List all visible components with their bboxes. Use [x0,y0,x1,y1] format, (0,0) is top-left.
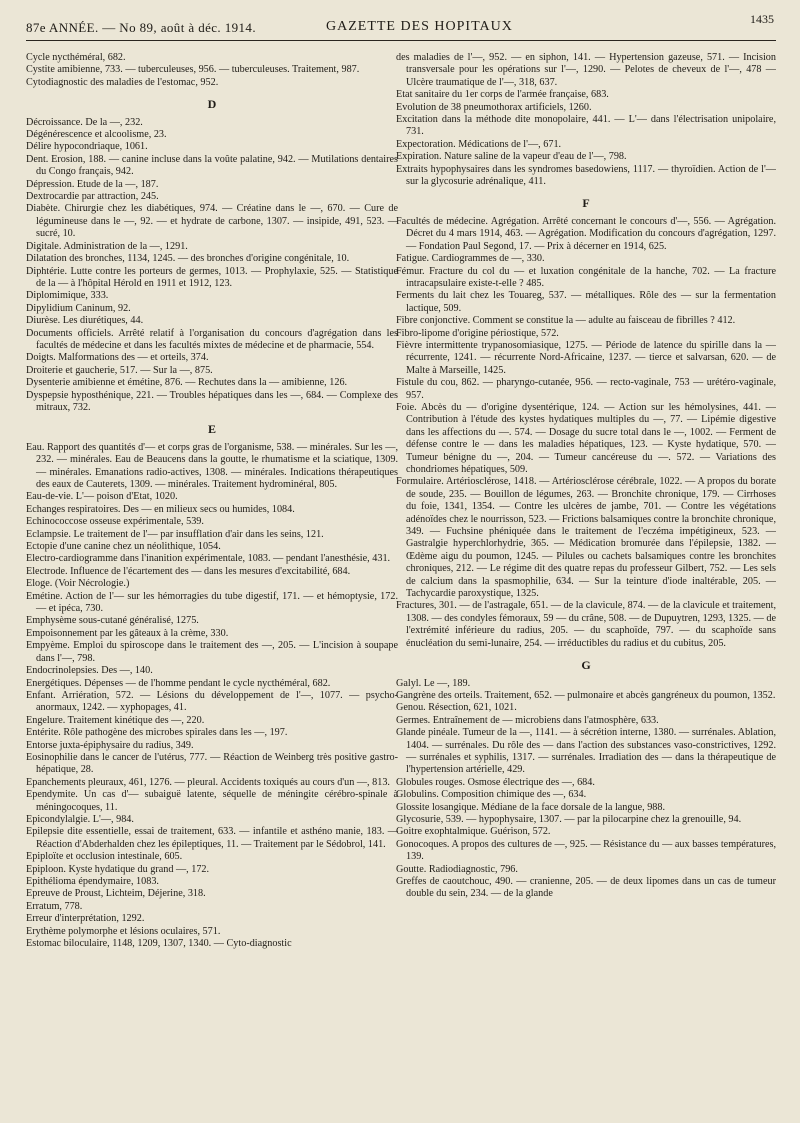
index-entry: Glande pinéale. Tumeur de la —, 1141. — à sécrétion interne, 1380. — surrénales. Ablation, 1404. — surrénales. Du rôle des — dans l'action des substances vaso-constrictives, 1292. — surrénales et syphilis, 1317. — surrénales. Irradiation des — dans la thérapeutique de l'hypertension artérielle, 429. [396,727,776,776]
index-entry: Galyl. Le —, 189. [396,677,471,689]
index-entry: Dyspepsie hyposthénique, 221. — Troubles hépatiques dans les —, 684. — Complexe des mitraux, 732. [26,389,398,413]
index-entry: Genou. Résection, 621, 1021. [396,702,517,714]
section-heading-f: F [582,196,590,211]
index-entry: Dégénérescence et alcoolisme, 23. [26,129,167,141]
index-entry: Echinococcose osseuse expérimentale, 539. [26,516,204,528]
index-entry: Globulins. Composition chimique des —, 634. [396,789,587,801]
index-entry: Ferments du lait chez les Touareg, 537. — métalliques. Rôle des — sur la fermentation lactique, 509. [396,290,776,314]
index-entry: Dilatation des bronches, 1134, 1245. — des bronches d'origine congénitale, 10. [26,253,350,265]
index-entry: Greffes de caoutchouc, 490. — cranienne, 205. — de deux lipomes dans un cas de tumeur double du sein, 234. — de la glande [396,876,776,900]
index-entry: Diphtérie. Lutte contre les porteurs de germes, 1013. — Prophylaxie, 525. — Statistique de la — à l'hôpital Hérold en 1911 et 1912, 123. [26,265,398,289]
entries-e [26,442,398,951]
index-entry: Eosinophilie dans le cancer de l'utérus, 777. — Réaction de Weinberg très positive gastro-hépatique, 28. [26,751,398,776]
index-entry: Extraits hypophysaires dans les syndromes basedowiens, 1117. — thyroïdien. Action de l'— sur la glycosurie adrénalique, 411. [396,163,776,188]
index-entry: Digitale. Administration de la —, 1291. [26,240,188,252]
index-entry: Entorse juxta-épiphysaire du radius, 349. [26,739,194,751]
index-entry: Fémur. Fracture du col du — et luxation congénitale de la hanche, 702. — La fracture intracapsulaire existe-t-elle ? 485. [396,265,776,289]
section-heading-g: G [581,658,591,673]
index-entry: Goutte. Radiodiagnostic, 796. [396,863,518,875]
index-entry: Eclampsie. Le traitement de l'— par insufflation d'air dans les seins, 121. [26,528,324,540]
index-entry: Epreuve de Proust, Lichteim, Déjerine, 318. [26,888,206,900]
index-entry: Electrode. Influence de l'écartement des — dans les mesures d'excitabilité, 684. [26,565,351,577]
index-entry: Délire hypocondriaque, 1061. [26,141,148,153]
index-entry: Epithélioma épendymaire, 1083. [26,876,159,887]
index-entry: Facultés de médecine. Agrégation. Arrêté concernant le concours d'—, 556. — Agrégation. Décret du 4 mars 1914, 463. — Agrégation. Modification du concours d'agrégation, 1297. — Fondation Paul Segond, 17. — Prix à décerner en 1914, 625. [396,215,776,252]
index-entry: Fièvre intermittente trypanosomiasique, 1275. — Période de latence du spirille dans la — récurrente, 1241. — récurrente Nord-Africaine, 1237. — tierce et salvarsan, 620. — de Malte à Marseille, 1425. [396,339,776,376]
index-entry: Dysenterie amibienne et émétine, 876. — Rechutes dans la — amibienne, 126. [26,377,348,389]
right-column [396,52,776,901]
index-entry: des maladies de l'—, 952. — en siphon, 141. — Hypertension gazeuse, 571. — Incision transversale pour les opérations sur l'—, 1290. — Pelotes de cheveux de l'—, 478 — Ulcère traumatique de l'—, 318, 637. [396,52,776,88]
index-entry: Erythème polymorphe et lésions oculaires, 571. [26,925,221,937]
index-entry: Dextrocardie par attraction, 245. [26,191,159,203]
index-entry: Gangrène des orteils. Traitement, 652. — pulmonaire et abcès gangréneux du poumon, 1352. [396,689,776,701]
index-entry: Etat sanitaire du 1er corps de l'armée française, 683. [396,89,609,101]
index-entry: Eloge. (Voir Nécrologie.) [26,578,130,590]
index-entry: Evolution de 38 pneumothorax artificiels, 1260. [396,101,592,113]
index-entry: Endocrinolepsies. Des —, 140. [26,665,153,677]
issue-info: 87e ANNÉE. — No 89, août à déc. 1914. [26,20,256,35]
index-entry: Enfant. Arriération, 572. — Lésions du développement de l'—, 1077. — psycho-anormaux, 1242. — xyphopages, 41. [26,689,398,714]
index-entry: Expectoration. Médications de l'—, 671. [396,138,562,150]
index-entry: Erreur d'interprétation, 1292. [26,913,145,925]
header-rule [26,40,776,41]
index-entry: Epiploon. Kyste hydatique du grand —, 172. [26,863,210,875]
index-entry: Foie. Abcès du — d'origine dysentérique, 124. — Action sur les hémolysines, 441. — Contribution à l'étude des kystes hydatiques multiples du —, 77. — Lipémie digestive dans les affections du —. 574. — Dosage du sucre total dans le —, 1002. — Ferment de défense contre le — dans les maladies hépatiques, 123. — Kyste hydatique, 570. — Tumeur bénigne du —, 204. — Tumeur cancéreuse du —. 572. — Variations des chondriomes hépatiques, 509. [396,401,776,475]
index-entry: Entérite. Rôle pathogène des microbes spirales dans les —, 197. [26,727,288,739]
index-entry: Droiterie et gaucherie, 517. — Sur la —, 875. [26,364,213,376]
left-column [26,52,398,950]
index-entry: Diabète. Chirurgie chez les diabétiques, 974. — Créatine dans le —, 670. — Cure de légumineuse dans le —, 92. — et hydrate de carbone, 1307. — insipide, 491, 523. — sucré, 10. [26,203,398,240]
index-entry: Epilepsie dite essentielle, essai de traitement, 633. — infantile et asthéno manie, 183. — Réaction d'Abderhalden chez les épileptiques, 11. — Traitement par le Sédobrol, 141. [26,826,398,850]
index-entry: Ectopie d'une canine chez un néolithique, 1054. [26,541,221,553]
index-entry: Echanges respiratoires. Des — en milieux secs ou humides, 1084. [26,503,295,515]
entries-e-continued [396,52,776,188]
index-entry: Germes. Entraînement de — microbiens dans l'atmosphère, 633. [396,714,659,726]
index-entry: Empyème. Emploi du spiroscope dans le traitement des —, 205. — L'incision à soupape dans l'—, 798. [26,640,398,664]
index-entry: Décroissance. De la —, 232. [26,116,143,128]
index-entry: Epicondylalgie. L'—, 984. [26,813,134,825]
index-entry: Estomac biloculaire, 1148, 1209, 1307, 1340. — Cyto-diagnostic [26,938,292,950]
index-entry: Emphysème sous-cutané généralisé, 1275. [26,615,199,627]
index-entry: Fibro-lipome d'origine périostique, 572. [396,327,559,339]
index-entry: Fibre conjonctive. Comment se constitue la — adulte au faisceau de fibrilles ? 412. [396,315,736,327]
index-entry: Diplomimique, 333. [26,290,109,302]
index-entry: Cystite amibienne, 733. — tuberculeuses, 956. — tuberculeuses. Traitement, 987. [26,64,360,76]
index-entry: Dépression. Etude de la —, 187. [26,178,159,190]
index-entry: Eau-de-vie. L'— poison d'Etat, 1020. [26,491,178,503]
index-entry: Epanchements pleuraux, 461, 1276. — pleural. Accidents toxiqués au cours d'un —, 813. [26,776,390,788]
index-entry: Cycle nycthéméral, 682. [26,52,126,63]
index-entry: Fractures, 301. — de l'astragale, 651. — de la clavicule, 874. — de la clavicule et traitement, 1308. — des condyles fémoraux, 59 — du crâne, 508. — de Dupuytren, 1293, 1325. — de l'extrémité inférieure du radius, 205. — du scaphoïde, 797. — du scaphoïde sans énucléation du semi-lunaire, 254. — irréductibles du radius et du cubitus, 205. [396,600,776,649]
index-entry: Fistule du cou, 862. — pharyngo-cutanée, 956. — recto-vaginale, 753 — urétéro-vaginale, 957. [396,377,776,401]
index-entry: Engelure. Traitement kinétique des —, 220. [26,714,205,726]
index-entry: Expiration. Nature saline de la vapeur d'eau de l'—, 798. [396,151,627,163]
index-entry: Erratum, 778. [26,900,83,912]
index-entry: Cytodiagnostic des maladies de l'estomac, 952. [26,76,219,88]
index-entry: Glycosurie, 539. — hypophysaire, 1307. — par la pilocarpine chez la grenouille, 94. [396,813,742,825]
index-entry: Diurèse. Les diurétiques, 44. [26,315,144,327]
index-entry: Excitation dans la méthode dite monopolaire, 441. — L'— dans l'électrisation unipolaire, 731. [396,114,776,138]
index-entry: Globules rouges. Osmose électrique des —, 684. [396,776,595,788]
index-entry: Dipylidium Caninum, 92. [26,302,131,314]
running-header [26,10,774,40]
index-entry: Formulaire. Artériosclérose, 1418. — Artériosclérose cérébrale, 1022. — A propos du borate de soude, 235. — Bouillon de légumes, 263. — Bronchite chronique, 179. — Cirrhoses du foie, 1341, 1354. — Contre les ulcères de jambe, 701. — Contre les végétations adénoïdes chez le nourrisson, 523. — Frictions balsamiques contre la bronchite chronique, 349. — Fuchsine phéniquée dans le traitement de l'eczéma impétigineux, 523. — Gastralgie hyperchlorhydrie, 365. — Médication bromurée dans l'épilepsie, 1382. — Œdème aigu du poumon, 1245. — Pilules ou cachets balsamiques contre les bronchites chroniques, 212. — Le régime dit des quatre repas du professeur Gilbert, 752. — Les sels de calcium dans la spasmophilie, 634. — Sur la teinture d'iode inaltérable, 205. — Tachycardie paroxystique, 1325. [396,476,776,600]
section-heading-d: D [207,97,217,112]
journal-title: GAZETTE DES HOPITAUX [326,19,513,34]
entries-f [396,216,776,650]
index-entry: Glossite losangique. Médiane de la face dorsale de la langue, 988. [396,801,666,813]
entries-c-continued [26,52,398,89]
index-entry: Energétiques. Dépenses — de l'homme pendant le cycle nycthéméral, 682. [26,677,331,689]
index-entry: Ependymite. Un cas d'— subaiguë latente, séquelle de méningite cérébro-spinale à méningocoques, 11. [26,789,398,813]
entries-g [396,678,776,901]
index-entry: Epiploïte et occlusion intestinale, 605. [26,851,183,863]
index-entry: Electro-cardiogramme dans l'inanition expérimentale, 1083. — pendant l'anesthésie, 431. [26,553,391,565]
index-entry: Gonocoques. A propos des cultures de —, 925. — Résistance du — aux basses températures, 139. [396,838,776,863]
index-entry: Emétine. Action de l'— sur les hémorragies du tube digestif, 171. — et hémoptysie, 172. — et ipéca, 730. [26,590,398,615]
index-entry: Fatigue. Cardiogrammes de —, 330. [396,253,545,265]
index-entry: Goitre exophtalmique. Guérison, 572. [396,826,551,838]
entries-d [26,117,398,415]
index-entry: Documents officiels. Arrêté relatif à l'organisation du concours d'agrégation dans les facultés de médecine et dans les facultés mixtes de médecine et de pharmacie, 554. [26,327,398,351]
index-entry: Doigts. Malformations des — et orteils, 374. [26,352,209,364]
index-entry: Dent. Erosion, 188. — canine incluse dans la voûte palatine, 942. — Mutilations dentaires du Congo français, 942. [26,153,398,178]
section-heading-e: E [207,422,216,437]
index-entry: Eau. Rapport des quantités d'— et corps gras de l'organisme, 538. — minérales. Sur les —, 232. — minérales. Eau de Beaucens dans la goutte, le rhumatisme et la sciatique, 1309. — minérales. Emanations radio-actives, 1308. — minérales. Indications thérapeutiques des eaux de Cauterets, 1309. — minérales. Traitement hydrominéral, 805. [26,441,398,490]
page-number: 1435 [750,12,774,26]
index-entry: Empoisonnement par les gâteaux à la crème, 330. [26,627,229,639]
